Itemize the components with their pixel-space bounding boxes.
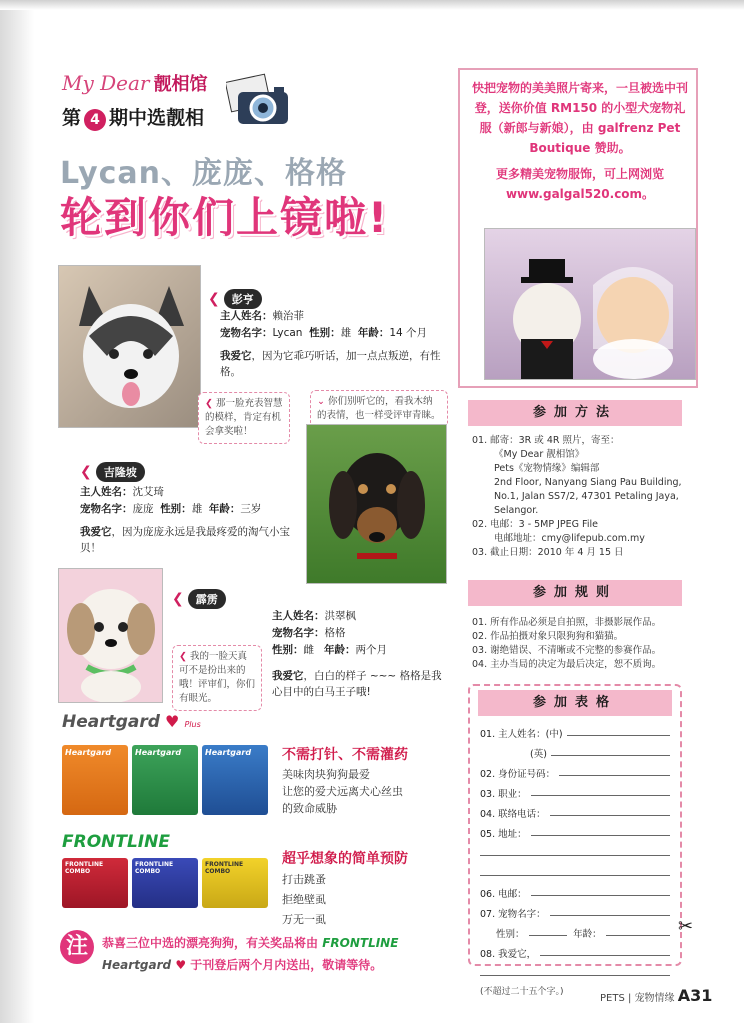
wedding-dogs-illustration (485, 229, 696, 380)
badge-entry-1 (208, 289, 262, 309)
entry-3-info (272, 608, 452, 659)
state-badge: 霹雳 (188, 589, 226, 609)
method-item: 《My Dear 靓相馆》 (494, 449, 585, 460)
entry-1-love (220, 348, 450, 380)
page-number: A31 (677, 986, 713, 1005)
state-badge: 彭亨 (224, 289, 262, 309)
promo-text-1: 快把宠物的美美照片寄来，一旦被选中刊登，送你价值 RM150 的小型犬宠物礼服（新郎与新娘），由 galfrenz Pet Boutique 赞助。 (471, 81, 688, 155)
pet-label: 宠物名字： (80, 503, 133, 515)
address-line-3[interactable] (480, 860, 670, 880)
entry-1-info (220, 308, 450, 342)
entry-form (468, 684, 682, 997)
frontline-pack-red (62, 858, 128, 908)
scan-edge (0, 0, 34, 1023)
arrow-icon: ❮ (205, 398, 216, 409)
frontline-pack-blue (132, 858, 198, 908)
field-label: (英) (530, 749, 547, 760)
id-field[interactable] (480, 760, 670, 780)
heartgard-line: 的致命威胁 (282, 802, 337, 815)
entry-3-love (272, 668, 450, 700)
pet-value: Lycan (272, 327, 303, 339)
pack-label: Heartgard (135, 748, 182, 757)
rule-item: 01. 所有作品必须是自拍照，非摄影展作品。 (472, 617, 662, 628)
owner-en-field[interactable] (480, 740, 670, 760)
rules-list (472, 616, 692, 672)
arrow-icon: ❮ (172, 591, 184, 607)
method-item: Selangor. (494, 505, 539, 516)
gender-age-field[interactable] (480, 920, 670, 940)
frontline-line: 万无一虱 (282, 913, 326, 926)
state-badge: 吉隆坡 (96, 462, 145, 482)
pack-label: Heartgard (65, 748, 112, 757)
love-line-2[interactable] (480, 960, 670, 980)
my-dear-script: My Dear (62, 71, 150, 95)
pack-label: Heartgard (205, 748, 252, 757)
method-heading: 参加方法 (468, 400, 682, 426)
husky-illustration (59, 266, 201, 428)
love-text: ，白白的样子 ~~~ 格格是我心目中的白马王子哦! (272, 670, 442, 698)
field-line (531, 895, 670, 896)
field-label: 02. 身份证号码： (480, 769, 556, 780)
frontline-slogan: 超乎想象的简单预防 (282, 851, 408, 867)
wedding-dogs-photo (484, 228, 696, 380)
age-value: 14 个月 (389, 327, 428, 339)
address-line-2[interactable] (480, 840, 670, 860)
love-label: 我爱它 (80, 526, 112, 538)
owner-value: 洪翠枫 (324, 610, 356, 622)
gender-value: 雄 (340, 327, 352, 339)
bubble-text: 你们别听它的，看我木纳的表情，也一样受评审青睐。 (317, 396, 441, 421)
gender-label: 性别： (272, 644, 304, 656)
note-text: 恭喜三位中选的漂亮狗狗，有关奖品将由 (102, 936, 319, 950)
issue-suffix: 期中选靓相 (109, 107, 205, 129)
field-line (559, 775, 670, 776)
field-line (480, 975, 670, 976)
field-line (529, 935, 568, 936)
method-item: Pets《宠物情缘》编辑部 (494, 463, 600, 474)
scissors-icon: ✂ (678, 916, 694, 937)
owner-label: 主人姓名： (80, 486, 133, 498)
field-line (531, 835, 670, 836)
column-title (62, 70, 208, 96)
pet-names: Lycan、庞庞、格格 (60, 156, 348, 191)
heartgard-pack-orange (62, 745, 128, 815)
method-item: 02. 电邮：3 - 5MP JPEG File (472, 519, 598, 530)
form-fields (470, 720, 680, 997)
method-item: No.1, Jalan SS7/2, 47301 Petaling Jaya, (494, 491, 679, 502)
scan-top-edge (0, 0, 744, 10)
rules-heading: 参加规则 (468, 580, 682, 606)
frontline-logo: FRONTLINE (62, 832, 170, 852)
pet-name-field[interactable] (480, 900, 670, 920)
speech-bubble-1 (198, 392, 290, 444)
frontline-line: 拒绝壁虱 (282, 893, 326, 906)
field-line (480, 855, 670, 856)
field-label: 07. 宠物名字： (480, 909, 546, 920)
pet-label: 宠物名字： (272, 627, 325, 639)
heartgard-slogan: 不需打针、不需灌药 (282, 747, 408, 763)
love-field[interactable] (480, 940, 670, 960)
issue-prefix: 第 (62, 107, 82, 129)
field-line (480, 875, 670, 876)
arrow-icon: ❮ (179, 651, 190, 662)
headline-text: 轮到你们上镜啦 (60, 193, 369, 242)
frontline-pack-yellow (202, 858, 268, 908)
heart-icon: ♥ (165, 712, 180, 731)
bubble-text: 那一脸充表智慧的模样，肯定有机会拿奖啦！ (205, 398, 283, 437)
age-value: 三岁 (240, 503, 262, 515)
promo-text (470, 78, 690, 204)
field-line (550, 815, 670, 816)
heartgard-pack-green (132, 745, 198, 815)
pet-value: 庞庞 (132, 503, 154, 515)
email-field[interactable] (480, 880, 670, 900)
job-field[interactable] (480, 780, 670, 800)
footer-separator: | (628, 993, 632, 1004)
frontline-line: 打击跳蚤 (282, 873, 326, 886)
pack-label: FRONTLINE COMBO (205, 861, 244, 875)
owner-value: 赖治菲 (272, 310, 304, 322)
method-item: 电邮地址：cmy@lifepub.com.my (494, 533, 645, 544)
field-label: 05. 地址： (480, 829, 527, 840)
rule-item: 02. 作品拍摄对象只限狗狗和猫猫。 (472, 631, 624, 642)
page-footer (600, 986, 712, 1005)
chevron-down-icon: ⌄ (317, 396, 328, 407)
field-label: 性别： (496, 929, 525, 940)
phone-field[interactable] (480, 800, 670, 820)
field-line (540, 955, 670, 956)
entry-2-love (80, 524, 302, 556)
age-label: 年龄： (324, 644, 356, 656)
heartgard-logo (62, 712, 201, 732)
heartgard-logo-text: Heartgard (62, 712, 160, 732)
field-label: 06. 电邮： (480, 889, 527, 900)
gender-value: 雌 (303, 644, 314, 656)
heartgard-lines (282, 766, 452, 817)
headline (60, 185, 389, 245)
frontline-lines (282, 870, 452, 930)
gender-label: 性别： (160, 503, 192, 515)
promo-text-2: 更多精美宠物服饰，可上网浏览 www.galgal520.com。 (495, 167, 664, 201)
note-mark: 注 (60, 930, 94, 964)
note-heartgard: Heartgard (102, 958, 172, 972)
pack-label: FRONTLINE COMBO (65, 861, 104, 875)
speech-bubble-3 (172, 645, 262, 711)
dachshund-photo (306, 424, 447, 584)
note-line-2 (102, 956, 382, 973)
column-name: 靓相馆 (153, 74, 208, 95)
owner-label: 主人姓名： (272, 610, 325, 622)
heartgard-line: 美味肉块狗狗最爱 (282, 768, 370, 781)
method-item: 03. 截止日期：2010 年 4 月 15 日 (472, 547, 624, 558)
heartgard-pack-blue (202, 745, 268, 815)
owner-label: 主人姓名： (220, 310, 273, 322)
dachshund-illustration (307, 425, 447, 584)
method-list (472, 434, 692, 560)
gender-label: 性别： (309, 327, 341, 339)
age-label: 年龄： (208, 503, 241, 515)
address-field[interactable] (480, 820, 670, 840)
note-frontline: FRONTLINE (322, 936, 399, 950)
love-text: ，因为它乖巧听话，加一点点叛逆，有性格。 (220, 350, 441, 378)
field-line (550, 915, 670, 916)
bubble-text: 我的一脸天真可不是扮出来的哦！评审们，你们有眼光。 (179, 651, 256, 704)
owner-cn-field[interactable] (480, 720, 670, 740)
field-label: 04. 联络电话： (480, 809, 546, 820)
husky-photo (58, 265, 201, 428)
love-text: ，因为庞庞永远是我最疼爱的淘气小宝贝！ (80, 526, 290, 554)
footer-magazine-name: 宠物情缘 (634, 993, 675, 1004)
note-line-1 (102, 934, 398, 951)
age-value: 两个月 (355, 644, 388, 656)
shihtzu-photo (58, 568, 163, 703)
heartgard-plus-text: Plus (184, 720, 201, 729)
pet-value: 格格 (324, 627, 346, 639)
footer-brand: PETS (600, 993, 625, 1004)
gender-value: 雄 (191, 503, 203, 515)
field-line (567, 735, 670, 736)
issue-title (62, 103, 204, 131)
love-label: 我爱它 (272, 670, 304, 682)
age-label: 年龄： (357, 327, 390, 339)
field-label: 01. 主人姓名：(中) (480, 729, 563, 740)
owner-value: 沈艾琦 (132, 486, 164, 498)
badge-entry-3 (172, 589, 226, 609)
headline-mark: ! (368, 193, 390, 242)
field-label: 08. 我爱它， (480, 949, 537, 960)
pack-label: FRONTLINE COMBO (135, 861, 174, 875)
speech-bubble-2 (310, 390, 448, 428)
badge-entry-2 (80, 462, 145, 482)
method-item: 2nd Floor, Nanyang Siang Pau Building, (494, 477, 682, 488)
pet-label: 宠物名字： (220, 327, 273, 339)
field-line (551, 755, 670, 756)
form-heading: 参加表格 (478, 690, 672, 716)
note-text: 于刊登后两个月内送出，敬请等待。 (190, 958, 383, 972)
rule-item: 03. 谢绝错误、不清晰或不完整的参赛作品。 (472, 645, 662, 656)
love-label: 我爱它 (220, 350, 252, 362)
arrow-icon: ❮ (208, 291, 220, 307)
field-label: 年龄： (573, 929, 602, 940)
field-label: 03. 职业： (480, 789, 527, 800)
heart-icon: ♥ (175, 958, 187, 972)
rule-item: 04. 主办当局的决定为最后决定，恕不质询。 (472, 659, 662, 670)
entry-2-info (80, 484, 300, 518)
issue-number: 4 (84, 109, 106, 131)
shihtzu-illustration (59, 569, 163, 703)
camera-icon (226, 72, 292, 128)
field-line (606, 935, 670, 936)
heartgard-line: 让您的爱犬远离犬心丝虫 (282, 785, 403, 798)
method-item: 01. 邮寄：3R 或 4R 照片，寄至： (472, 435, 620, 446)
field-line (531, 795, 670, 796)
arrow-icon: ❮ (80, 464, 92, 480)
form-limit-note: (不超过二十五个字。) (480, 987, 564, 997)
